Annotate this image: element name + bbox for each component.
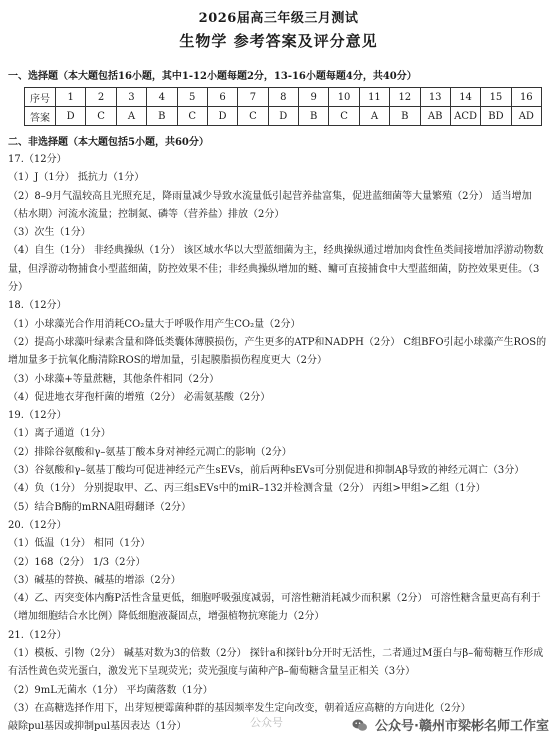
answer-cell: D — [56, 107, 86, 126]
answer-line: （3）次生（1分） — [8, 227, 91, 239]
answer-cell: A — [116, 107, 146, 126]
answer-table — [24, 87, 542, 126]
answer-cell: AB — [420, 107, 450, 126]
exam-title: 2026届高三年级三月测试 — [198, 11, 359, 26]
answer-cell: C — [238, 107, 268, 126]
answer-line: （1）模板、引物（2分） 碱基对数为3的倍数（2分） 探针a和探针b分开时无活性，二者通过M蛋白与β–葡萄糖互作形成有活性黄色荧光蛋白，激发光下呈现荧光；荧光强度与菌种产β–葡萄糖含量呈正相关（3分） — [8, 648, 544, 678]
answer-line: （3）在高糖选择作用下，出芽短梗霉菌种群的基因频率发生定向改变，朝着适应高糖的方向进化（2分） — [8, 702, 471, 714]
answer-cell: C — [86, 107, 116, 126]
answer-cell: B — [299, 107, 329, 126]
table-row-answers — [25, 107, 542, 126]
question-number: 11 — [359, 88, 389, 107]
answer-cell: D — [207, 107, 237, 126]
question-number: 14 — [450, 88, 480, 107]
answer-cell: B — [390, 107, 420, 126]
answer-cell: A — [359, 107, 389, 126]
answer-line: （2）排除谷氨酸和γ–氨基丁酸本身对神经元凋亡的影响（2分） — [8, 446, 292, 458]
row-label-answers: 答案 — [25, 107, 56, 126]
answer-line: （4）乙、丙突变体内酶P活性含量更低，细胞呼吸强度减弱，可溶性糖消耗减少而积累（2分） 可溶性糖含量更高有利于（增加细胞结合水比例）降低细胞液凝固点，增强植物抗寒能力（2分） — [8, 593, 541, 623]
answer-cell: C — [177, 107, 207, 126]
section2-heading: 二、非选择题（本大题包括5小题，共60分） — [8, 137, 209, 148]
question-heading: 21.（12分） — [8, 629, 67, 641]
question-number: 6 — [207, 88, 237, 107]
answer-cell: D — [268, 107, 298, 126]
answer-cell: AD — [511, 107, 541, 126]
answer-line: （2）提高小球藻叶绿素含量和降低类囊体薄膜损伤，产生更多的ATP和NADPH（2分） C组BFO引起小球藻产生ROS的增加量多于抗氧化酶清除ROS的增加量，引起膜脂损伤程度更大（2分） — [8, 336, 547, 367]
question-number: 13 — [420, 88, 450, 107]
answer-cell: B — [147, 107, 177, 126]
question-number: 15 — [481, 88, 511, 107]
question-heading: 17.（12分） — [8, 154, 67, 165]
question-heading: 20.（12分） — [8, 519, 67, 531]
question-number: 1 — [56, 88, 86, 107]
answer-line: （4）自生（1分） 非经典操纵（1分） 该区域水华以大型蓝细菌为主，经典操纵通过增加肉食性鱼类间接增加浮游动物数量，但浮游动物捕食小型蓝细菌，防控效果不佳；非经典操纵增加的鲢、鳙可直接捕食中大型蓝细菌，防控效果更佳。（3分） — [8, 245, 544, 294]
question-number: 9 — [299, 88, 329, 107]
answer-line: （2）8–9月气温较高且光照充足，降雨量减少导致水流量低引起营养盐富集，促进蓝细菌等大量繁殖（2分） 适当增加（枯水期）河流水流量；控制氮、磷等（营养盐）排放（2分） — [8, 190, 532, 220]
watermark — [352, 715, 549, 734]
section1-heading: 一、选择题（本大题包括16小题，其中1-12小题每题2分，13-16小题每题4分，共40分） — [8, 71, 417, 82]
answer-line: （1）低温（1分） 相同（1分） — [8, 538, 151, 550]
table-row-numbers — [25, 88, 542, 107]
question-number: 3 — [116, 88, 146, 107]
answer-line: （4）促进地衣芽孢杆菌的增殖（2分） 必需氨基酸（2分） — [8, 391, 271, 403]
answer-line: （1）小球藻光合作用消耗CO₂量大于呼吸作用产生CO₂量（2分） — [8, 318, 301, 330]
question-number: 7 — [238, 88, 268, 107]
question-number: 5 — [177, 88, 207, 107]
watermark-text: 公众号·赣州市梁彬名师工作室 — [375, 719, 549, 734]
answer-cell: ACD — [450, 107, 480, 126]
answer-cell: C — [329, 107, 359, 126]
answer-line: （3）小球藻+等量蔗糖，其他条件相同（2分） — [8, 373, 220, 385]
question-number: 10 — [329, 88, 359, 107]
answer-cell: BD — [481, 107, 511, 126]
row-label-numbers: 序号 — [25, 88, 56, 107]
question-number: 12 — [390, 88, 420, 107]
answer-line: （4）负（1分） 分别提取甲、乙、丙三组sEVs中的miR–132并检测含量（2分） 丙组>甲组>乙组（1分） — [8, 483, 486, 495]
answer-line: （1）离子通道（1分） — [8, 428, 111, 440]
watermark-faint — [250, 714, 283, 730]
wechat-icon — [352, 718, 368, 732]
answer-line: （5）结合B酶的mRNA阻碍翻译（2分） — [8, 501, 192, 513]
answer-line: （2）9mL无菌水（1分） 平均菌落数（1分） — [8, 684, 213, 696]
question-heading: 19.（12分） — [8, 410, 67, 422]
answer-body — [8, 151, 550, 737]
answer-line: （1）J（1分） 抵抗力（1分） — [8, 172, 145, 184]
question-number: 16 — [511, 88, 541, 107]
answer-line: （3）谷氨酸和γ–氨基丁酸均可促进神经元产生sEVs，前后两种sEVs可分别促进和抑制Aβ导致的神经元凋亡（3分） — [8, 465, 525, 477]
question-number: 4 — [147, 88, 177, 107]
answer-line: （2）168（2分） 1/3（2分） — [8, 556, 146, 568]
question-number: 8 — [268, 88, 298, 107]
answer-line: （3）碱基的替换、碱基的增添（2分） — [8, 574, 181, 586]
watermark-faint-text: 公众号 — [250, 716, 283, 729]
exam-subtitle: 生物学 参考答案及评分意见 — [179, 32, 378, 50]
answer-line: 敲除pul基因或抑制pul基因表达（1分） — [8, 721, 187, 733]
question-heading: 18.（12分） — [8, 300, 67, 312]
question-number: 2 — [86, 88, 116, 107]
